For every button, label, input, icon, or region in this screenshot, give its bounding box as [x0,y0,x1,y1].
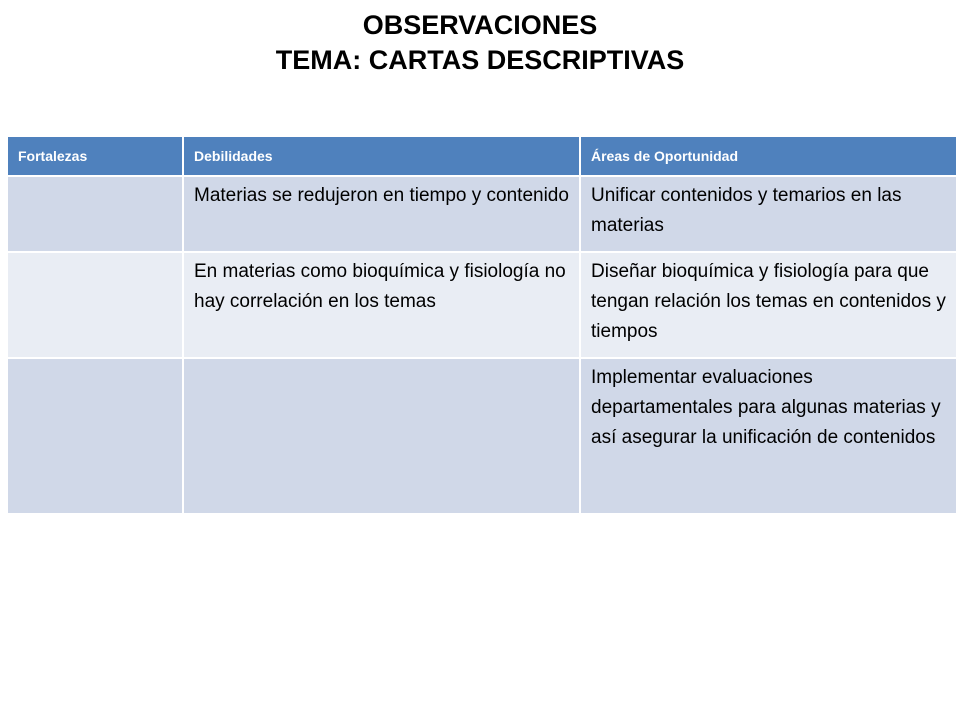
cell-fortalezas [8,176,183,252]
cell-fortalezas [8,358,183,513]
header-areas-oportunidad: Áreas de Oportunidad [580,137,956,176]
table-row [8,176,956,252]
page-title [0,8,960,78]
header-debilidades: Debilidades [183,137,580,176]
title-line-2: TEMA: CARTAS DESCRIPTIVAS [275,45,685,75]
table-header-row [8,137,956,176]
cell-fortalezas [8,252,183,358]
observations-table [8,137,956,513]
cell-areas-oportunidad: Implementar evaluaciones departamentales para algunas materias y así asegurar la unificación de contenidos [580,358,956,513]
cell-debilidades: En materias como bioquímica y fisiología no hay correlación en los temas [183,252,580,358]
cell-debilidades: Materias se redujeron en tiempo y contenido [183,176,580,252]
table-row [8,358,956,513]
title-line-1: OBSERVACIONES [362,10,598,40]
cell-areas-oportunidad: Unificar contenidos y temarios en las materias [580,176,956,252]
table-row [8,252,956,358]
cell-debilidades [183,358,580,513]
header-fortalezas: Fortalezas [8,137,183,176]
cell-areas-oportunidad: Diseñar bioquímica y fisiología para que tengan relación los temas en contenidos y tiempos [580,252,956,358]
